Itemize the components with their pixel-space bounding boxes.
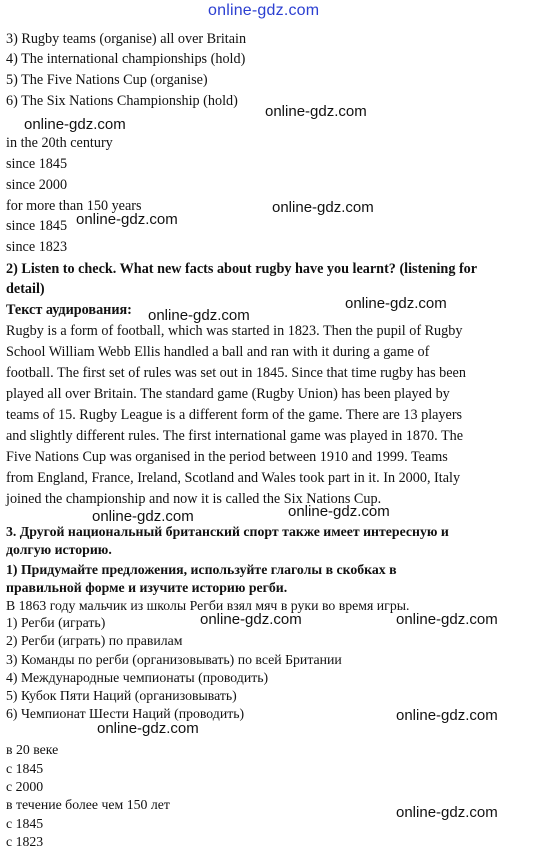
listening-text-line: teams of 15. Rugby League is a different form of the game. There are 13 players <box>6 407 463 423</box>
time-phrase: since 1845 <box>6 218 68 234</box>
ru-intro: В 1863 году мальчик из школы Регби взял мяч в руки во время игры. <box>6 598 410 613</box>
watermark: online-gdz.com <box>265 103 367 120</box>
time-phrase: since 1823 <box>6 239 68 255</box>
exercise-item: 6) The Six Nations Championship (hold) <box>6 93 238 109</box>
ru-section-heading: 3. Другой национальный британский спорт также имеет интересную и <box>6 524 449 539</box>
ru-time-phrase: с 1823 <box>6 834 44 849</box>
watermark: online-gdz.com <box>97 720 199 737</box>
listening-text-line: football. The first set of rules was set out in 1845. Since that time rugby has been <box>6 365 466 381</box>
time-phrase: since 1845 <box>6 156 68 172</box>
task2-heading: 2) Listen to check. What new facts about rugby have you learnt? (listening for <box>6 261 478 277</box>
exercise-item: 4) The international championships (hold) <box>6 51 246 67</box>
watermark: online-gdz.com <box>24 116 126 133</box>
task2-heading: detail) <box>6 281 45 297</box>
listening-text-line: from England, France, Ireland, Scotland and Wales took part in it. In 2000, Italy <box>6 470 461 486</box>
listening-text-line: played all over Britain. The standard game (Rugby Union) has been played by <box>6 386 450 402</box>
listening-title: Текст аудирования: <box>6 302 132 318</box>
watermark: online-gdz.com <box>396 611 498 628</box>
ru-time-phrase: с 1845 <box>6 816 44 831</box>
watermark: online-gdz.com <box>148 307 250 324</box>
watermark: online-gdz.com <box>272 199 374 216</box>
ru-item: 1) Регби (играть) <box>6 615 106 630</box>
listening-text-line: Five Nations Cup was organised in the period between 1910 and 1999. Teams <box>6 449 448 465</box>
listening-text-line: School William Webb Ellis handled a ball and ran with it during a game of <box>6 344 430 360</box>
time-phrase: in the 20th century <box>6 135 113 151</box>
time-phrase: since 2000 <box>6 177 68 193</box>
ru-item: 5) Кубок Пяти Наций (организовывать) <box>6 688 237 703</box>
exercise-item: 5) The Five Nations Cup (organise) <box>6 72 208 88</box>
ru-time-phrase: в 20 веке <box>6 742 59 757</box>
watermark: online-gdz.com <box>396 804 498 821</box>
watermark: online-gdz.com <box>288 503 390 520</box>
ru-task-heading: правильной форме и изучите историю регби. <box>6 580 288 595</box>
ru-section-heading: долгую историю. <box>6 542 112 557</box>
watermark: online-gdz.com <box>200 611 302 628</box>
ru-task-heading: 1) Придумайте предложения, используйте глаголы в скобках в <box>6 562 397 577</box>
listening-text-line: Rugby is a form of football, which was started in 1823. Then the pupil of Rugby <box>6 323 463 339</box>
watermark: online-gdz.com <box>76 211 178 228</box>
time-phrase: for more than 150 years <box>6 198 142 214</box>
ru-item: 4) Международные чемпионаты (проводить) <box>6 670 269 685</box>
exercise-item: 3) Rugby teams (organise) all over Britain <box>6 31 247 47</box>
watermark: online-gdz.com <box>345 295 447 312</box>
watermark-top: online-gdz.com <box>208 2 320 19</box>
ru-time-phrase: с 1845 <box>6 761 44 776</box>
ru-time-phrase: с 2000 <box>6 779 44 794</box>
ru-item: 2) Регби (играть) по правилам <box>6 633 183 648</box>
ru-item: 3) Команды по регби (организовывать) по всей Британии <box>6 652 342 667</box>
ru-item: 6) Чемпионат Шести Наций (проводить) <box>6 706 245 721</box>
listening-text-line: and slightly different rules. The first international game was played in 1870. The <box>6 428 464 444</box>
watermark: online-gdz.com <box>92 508 194 525</box>
watermark: online-gdz.com <box>396 707 498 724</box>
ru-time-phrase: в течение более чем 150 лет <box>6 797 170 812</box>
listening-text-line: joined the championship and now it is called the Six Nations Cup. <box>6 491 382 507</box>
